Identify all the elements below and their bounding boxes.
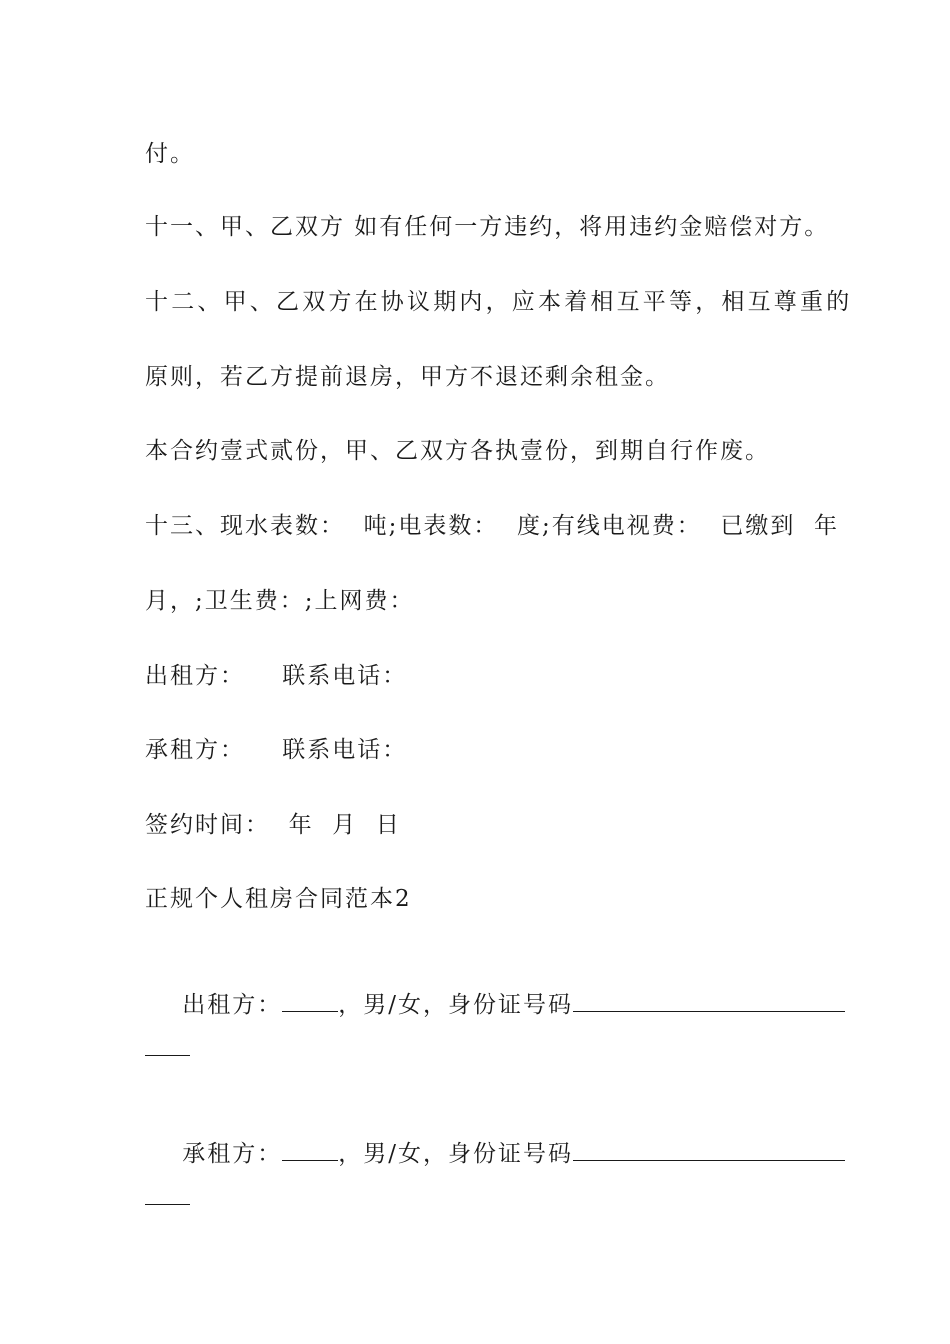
- lessee-info-line: [145, 1108, 825, 1199]
- section-title: 正规个人租房合同范本2: [145, 886, 412, 912]
- lessor-label: 出租方：: [182, 992, 283, 1018]
- clause-13: 十三、现水表数： 吨;电表数： 度;有线电视费： 已缴到 年: [145, 513, 839, 539]
- copies-clause: 本合约壹式贰份，甲、乙双方各执壹份，到期自行作废。: [145, 438, 770, 464]
- lessee-id-blank-continued: [145, 1204, 190, 1205]
- lessor-id-blank-continued: [145, 1055, 190, 1056]
- clause-11: 十一、甲、乙双方 如有任何一方违约，将用违约金赔偿对方。: [145, 214, 830, 240]
- clause-13-continued: 月，;卫生费：;上网费：: [145, 588, 415, 614]
- lessor-info-text: ，男/女，身份证号码: [338, 992, 573, 1018]
- clause-12-continued: 原则，若乙方提前退房，甲方不退还剩余租金。: [145, 364, 670, 390]
- signing-date-line: 签约时间： 年 月 日: [145, 812, 401, 838]
- lessee-id-blank: [573, 1138, 845, 1161]
- clause-12: 十二、甲、乙双方在协议期内，应本着相互平等，相互尊重的: [145, 289, 853, 315]
- lessor-name-blank: [282, 989, 338, 1012]
- lessor-info-line: [145, 959, 825, 1050]
- lessee-signature-line: 承租方： 联系电话：: [145, 737, 408, 763]
- lessor-id-blank: [573, 989, 845, 1012]
- text-line-1: 付。: [145, 141, 195, 167]
- lessee-label: 承租方：: [182, 1141, 283, 1167]
- lessee-name-blank: [282, 1138, 338, 1161]
- lessor-signature-line: 出租方： 联系电话：: [145, 663, 408, 689]
- lessee-info-text: ，男/女，身份证号码: [338, 1141, 573, 1167]
